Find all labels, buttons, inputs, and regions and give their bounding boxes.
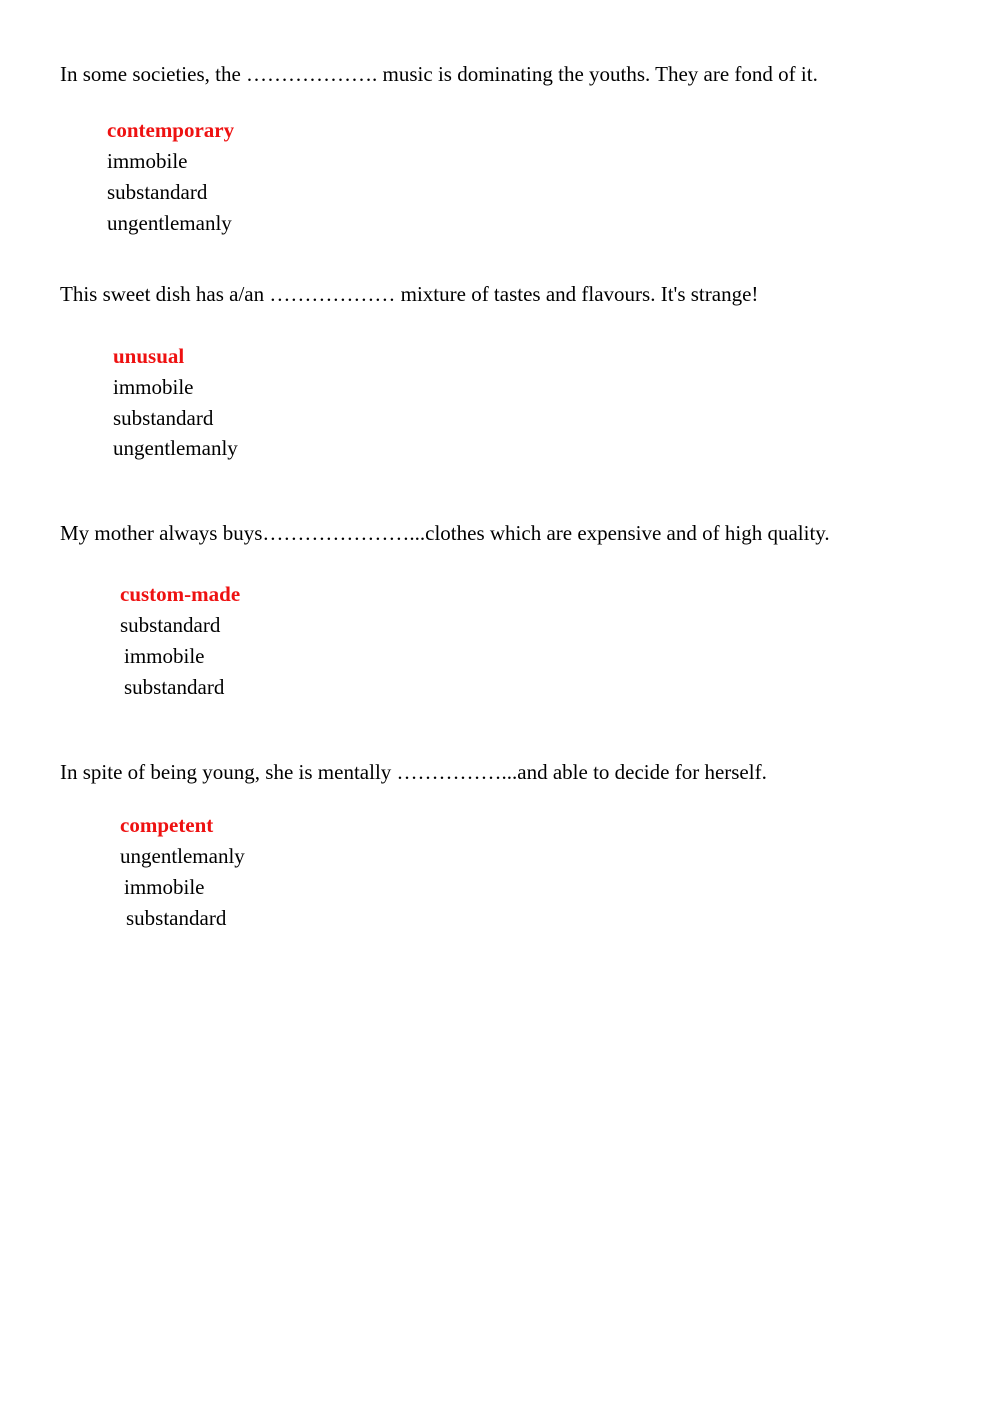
question-2-answer: unusual [113, 344, 185, 368]
question-2-sentence: This sweet dish has a/an ……………… mixture of tastes and flavours. It's strange! [60, 282, 759, 306]
question-2-option-1: immobile [113, 375, 194, 399]
question-1-answer: contemporary [107, 118, 235, 142]
question-4-option-2: immobile [124, 875, 205, 899]
question-3-sentence: My mother always buys…………………...clothes which are expensive and of high quality. [60, 521, 830, 545]
question-1-sentence: In some societies, the ………………. music is dominating the youths. They are fond of it. [60, 62, 818, 86]
question-1-option-1: immobile [107, 149, 188, 173]
question-3-answer: custom-made [120, 582, 241, 606]
question-2-option-2: substandard [113, 406, 214, 430]
question-3-option-3: substandard [124, 675, 225, 699]
question-4-option-3: substandard [126, 906, 227, 930]
question-1-option-2: substandard [107, 180, 208, 204]
question-1-option-3: ungentlemanly [107, 211, 232, 235]
question-3-option-2: immobile [124, 644, 205, 668]
question-2-option-3: ungentlemanly [113, 436, 238, 460]
question-4-option-1: ungentlemanly [120, 844, 245, 868]
question-4-sentence: In spite of being young, she is mentally ……………...and able to decide for herself. [60, 760, 767, 784]
question-3-option-1: substandard [120, 613, 221, 637]
question-4-answer: competent [120, 813, 214, 837]
